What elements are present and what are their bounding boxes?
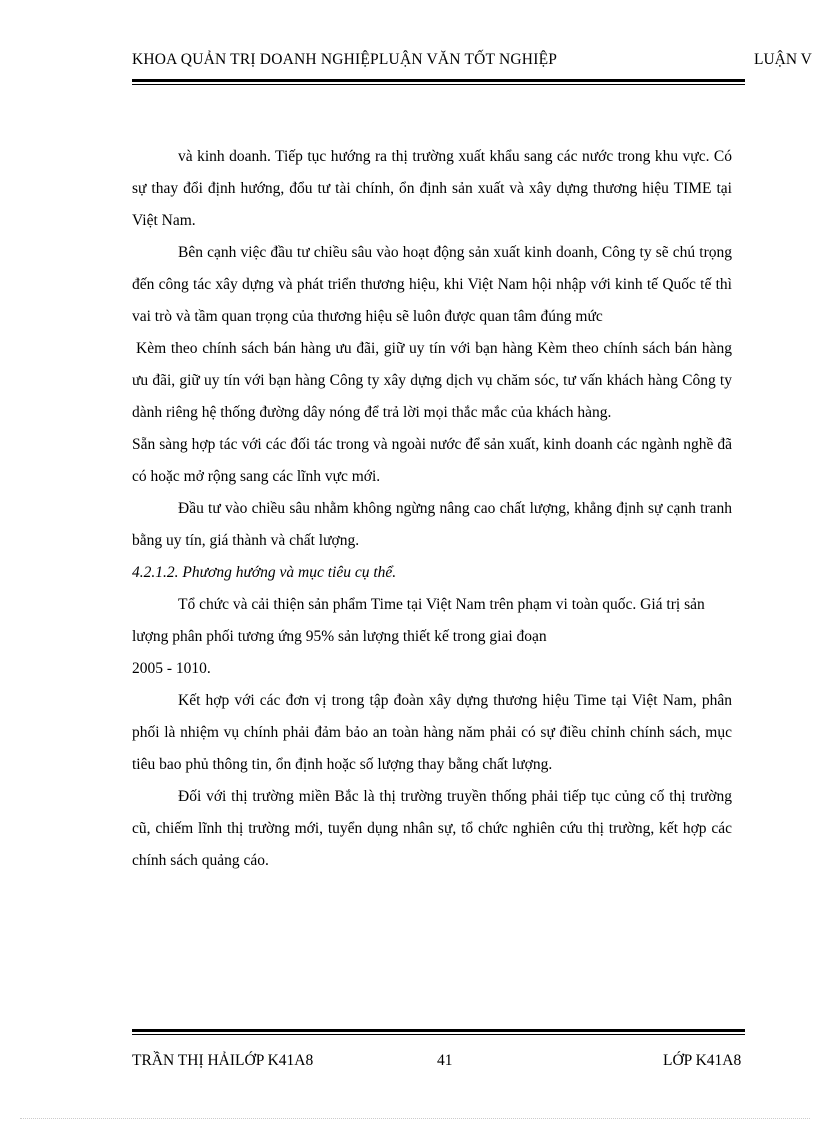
header-title: KHOA QUẢN TRỊ DOANH NGHIỆPLUẬN VĂN TỐT NGHIỆP bbox=[132, 51, 558, 68]
header-rule-thin bbox=[132, 84, 745, 85]
header-title-right: LUẬN V bbox=[754, 51, 812, 68]
section-heading: 4.2.1.2. Phương hướng và mục tiêu cụ thể. bbox=[132, 564, 397, 581]
footer-class: LỚP K41A8 bbox=[663, 1052, 742, 1069]
paragraph: 2005 - 1010. bbox=[132, 660, 211, 677]
paragraph: Đầu tư vào chiều sâu nhằm không ngừng nâng cao chất lượng, khẳng định sự cạnh tranh bằng uy tín, giá thành và chất lượng. bbox=[132, 500, 732, 549]
footer-author: TRẦN THỊ HẢILỚP K41A8 bbox=[132, 1052, 314, 1069]
header-rule-thick bbox=[132, 79, 745, 82]
paragraph: Bên cạnh việc đầu tư chiều sâu vào hoạt động sản xuất kinh doanh, Công ty sẽ chú trọng đến công tác xây dựng và phát triển thương hiệu, khi Việt Nam hội nhập với kinh tế Quốc tế thì vai trò và tầm quan trọng của thương hiệu sẽ luôn được quan tâm đúng mức bbox=[132, 244, 732, 325]
paragraph: Kết hợp với các đơn vị trong tập đoàn xây dựng thương hiệu Time tại Việt Nam, phân phối là nhiệm vụ chính phải đảm bảo an toàn hàng năm phải có sự điều chỉnh chính sách, mục tiêu bao phủ thông tin, ổn định hoặc số lượng thay bằng chất lượng. bbox=[132, 692, 732, 773]
paragraph: Sẵn sàng hợp tác với các đối tác trong và ngoài nước để sản xuất, kinh doanh các ngành nghề đã có hoặc mở rộng sang các lĩnh vực mới. bbox=[132, 436, 732, 485]
paragraph: Tổ chức và cải thiện sản phẩm Time tại Việt Nam trên phạm vi toàn quốc. Giá trị sản lượng phân phối tương ứng 95% sản lượng thiết kế trong giai đoạn bbox=[132, 596, 705, 645]
footer-rule-thick bbox=[132, 1029, 745, 1032]
paragraph: và kinh doanh. Tiếp tục hướng ra thị trường xuất khẩu sang các nước trong khu vực. Có sự thay đổi định hướng, đổu tư tài chính, ổn định sản xuất và xây dựng thương hiệu TIME tại Việt Nam. bbox=[132, 148, 732, 229]
footer-rule-thin bbox=[132, 1034, 745, 1035]
paragraph: Đối với thị trường miền Bắc là thị trường truyền thống phải tiếp tục củng cố thị trường cũ, chiếm lĩnh thị trường mới, tuyển dụng nhân sự, tổ chức nghiên cứu thị trường, kết hợp các chính sách quảng cáo. bbox=[132, 788, 732, 869]
paragraph: Kèm theo chính sách bán hàng ưu đãi, giữ uy tín với bạn hàng Kèm theo chính sách bán hàng ưu đãi, giữ uy tín với bạn hàng Công ty xây dựng dịch vụ chăm sóc, tư vấn khách hàng Công ty dành riêng hệ thống đường dây nóng để trả lời mọi thắc mắc của khách hàng. bbox=[132, 340, 732, 421]
page-number: 41 bbox=[437, 1052, 453, 1069]
page-edge-divider bbox=[20, 1118, 810, 1119]
document-body bbox=[132, 141, 732, 877]
